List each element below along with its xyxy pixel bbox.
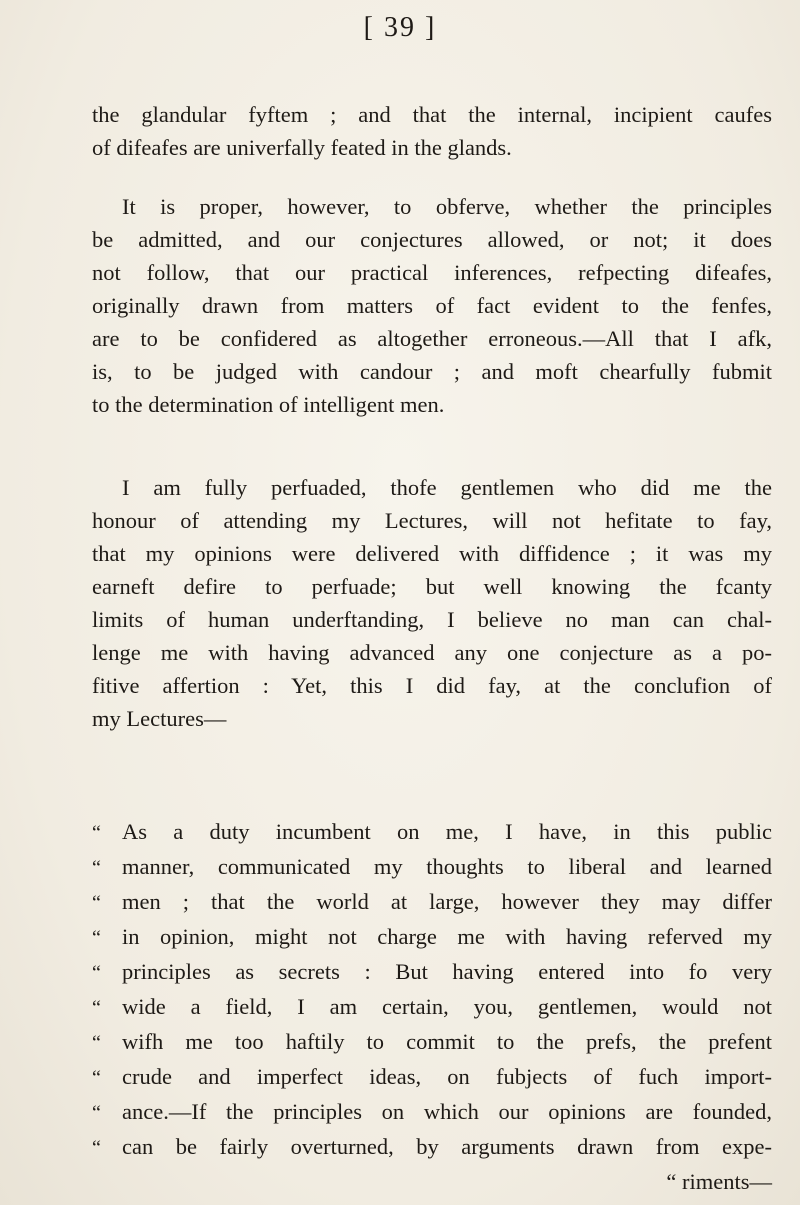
text-line: lenge me with having advanced any one conjecture as a po- <box>92 640 772 665</box>
text-line: originally drawn from matters of fact evident to the fenfes, <box>92 293 772 318</box>
quoted-passage <box>92 815 772 1198</box>
quote-mark: “ <box>92 997 101 1019</box>
text-line: to the determination of intelligent men. <box>92 392 445 417</box>
text-line: I am fully perfuaded, thofe gentlemen who did me the <box>122 475 772 500</box>
text-line: is, to be judged with candour ; and moft chearfully fubmit <box>92 359 772 384</box>
quote-mark: “ <box>92 1067 101 1089</box>
page-number: [ 39 ] <box>363 12 437 43</box>
text-line: my Lectures— <box>92 706 227 731</box>
text-line: fitive affertion : Yet, this I did fay, at the conclufion of <box>92 673 772 698</box>
quote-mark: “ <box>92 892 101 914</box>
quote-mark: “ <box>92 1137 101 1159</box>
quote-line: “ wifh me too haftily to commit to the prefs, the prefent <box>92 1025 772 1060</box>
text-line: the glandular fyftem ; and that the internal, incipient caufes <box>92 102 772 127</box>
quote-line: “ manner, communicated my thoughts to liberal and learned <box>92 850 772 885</box>
text-line: limits of human underftanding, I believe no man can chal- <box>92 607 772 632</box>
quote-mark: “ <box>92 1102 101 1124</box>
paragraph-2 <box>92 190 772 421</box>
text-line: that my opinions were delivered with diffidence ; it was my <box>92 541 772 566</box>
quote-line: “ As a duty incumbent on me, I have, in this public <box>92 815 772 850</box>
text-line: are to be confidered as altogether erroneous.—All that I afk, <box>92 326 772 351</box>
text-line: be admitted, and our conjectures allowed, or not; it does <box>92 227 772 252</box>
catchword: “ riments— <box>666 1169 772 1194</box>
quote-line: “ wide a field, I am certain, you, gentlemen, would not <box>92 990 772 1025</box>
text-line: not follow, that our practical inferences, refpecting difeafes, <box>92 260 772 285</box>
text-line: of difeafes are univerfally feated in the glands. <box>92 135 512 160</box>
quote-line: “ crude and imperfect ideas, on fubjects of fuch import- <box>92 1060 772 1095</box>
quote-mark: “ <box>92 822 101 844</box>
quote-mark: “ <box>92 962 101 984</box>
text-line: It is proper, however, to obferve, whether the principles <box>122 194 772 219</box>
quote-line: “ ance.—If the principles on which our opinions are founded, <box>92 1095 772 1130</box>
quote-line: “ can be fairly overturned, by arguments drawn from expe- <box>92 1130 772 1165</box>
paragraph-1 <box>92 98 772 164</box>
text-line: earneft defire to perfuade; but well knowing the fcanty <box>92 574 772 599</box>
quote-mark: “ <box>92 1032 101 1054</box>
quote-line: “ men ; that the world at large, however they may differ <box>92 885 772 920</box>
quote-line: “ principles as secrets : But having entered into fo very <box>92 955 772 990</box>
text-line: honour of attending my Lectures, will not hefitate to fay, <box>92 508 772 533</box>
quote-mark: “ <box>92 857 101 879</box>
quote-line: “ in opinion, might not charge me with having referved my <box>92 920 772 955</box>
quote-mark: “ <box>92 927 101 949</box>
paragraph-3 <box>92 471 772 735</box>
